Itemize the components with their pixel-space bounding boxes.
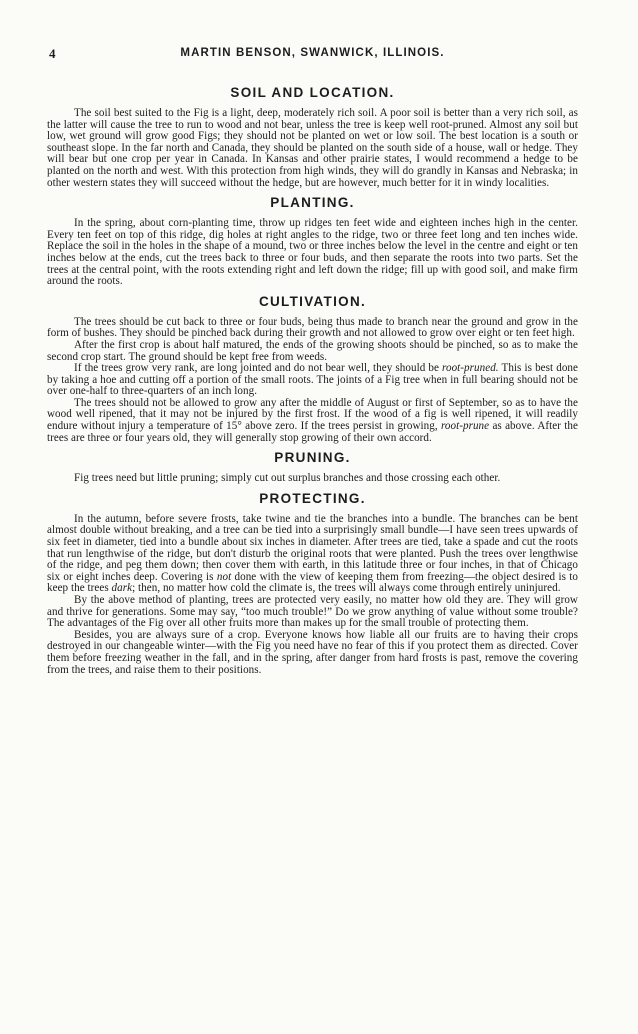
paragraph: The soil best suited to the Fig is a light, deep, moderately rich soil. A poor soil is better than a very rich soil, as the latter will cause the tree to run to wood and not bear, unless the tree is keep well root-pruned. Almost any soil but low, wet ground will grow good Figs; they should not be planted on wet or low soil. The best location is a south or southeast slope. In the far north and Canada, they should be planted on the south side of a house, wall or hedge. They will bear but one crop per year in Canada. In Kansas and other prairie states, I would recommend a hedge to be planted on the north and west. With this protection from high winds, they will do grandly in Kansas and Nebraska; in other western states they will succeed without the hedge, but are however, much better for it in windy localities. xyxy=(47,107,578,189)
text-run: In the autumn, before severe frosts, take twine and tie the branches into a bundle. The branches can be bent almost double without breaking, and a tree can be tied into a surprisingly small bundle—I have seen trees upwards of six feet in diameter, tied into a bundle about six inches in diameter. After trees are tied, take a spade and cut the roots that run lengthwise of the ridge, but don't disturb the original roots that were planted. Push the trees over lengthwise of the ridge, and peg them down; then cover them with earth, in this latitude three or four inches, in that of Chicago six or eight inches deep. Covering is xyxy=(47,512,578,583)
section-pruning xyxy=(47,449,578,485)
paragraph xyxy=(47,398,578,444)
italic-term: dark xyxy=(111,582,133,595)
text-run: as above. After the trees are three or four years old, they will generally stop growing of their own accord. xyxy=(47,420,578,444)
section-heading-cultivation: CULTIVATION. xyxy=(258,293,367,309)
page-number: 4 xyxy=(49,46,56,61)
paragraph: Besides, you are always sure of a crop. Everyone knows how liable all our fruits are to having their crops destroyed in our changeable winter—with the Fig you need have no fear of this if you protect them as directed. Cover them before freezing weather in the fall, and in the spring, after danger from hard frosts is past, remove the covering from the trees, and raise them to their positions. xyxy=(47,628,578,676)
section-heading-protecting: PROTECTING. xyxy=(259,490,366,506)
italic-term: not xyxy=(216,570,232,583)
text-run: This is best done by taking a hoe and cutting off a portion of the small roots. The joints of a Fig tree when in full bearing should not be over one-half to three-quarters of an inch long. xyxy=(47,362,578,398)
running-header xyxy=(47,46,578,62)
paragraph: Fig trees need but little pruning; simply cut out surplus branches and those crossing each other. xyxy=(74,472,501,485)
paragraph: In the spring, about corn-planting time, throw up ridges ten feet wide and eighteen inches high in the center. Every ten feet on top of this ridge, dig holes at right angles to the ridge, two or three feet long and ten inches wide. Replace the soil in the holes in the shape of a mound, two or three inches below the level in the centre and eight or ten inches below at the ends, cut the trees back to three or four buds, and then separate the roots into two parts. Set the trees at the central point, with the roots extending right and left down the ridge; fill up with good soil, and make firm around the roots. xyxy=(47,217,578,288)
text-run: If the trees grow very rank, are long jointed and do not bear well, they should be xyxy=(74,362,443,375)
text-run: done with the view of keeping them from freezing—the object desired is to keep the trees xyxy=(47,570,578,595)
italic-term: root-prune xyxy=(440,420,490,433)
paragraph: The trees should be cut back to three or four buds, being thus made to branch near the ground and grow in the form of bushes. They should be pinched back during their growth and not allowed to grow over eight or ten feet high. xyxy=(47,315,578,340)
paragraph: By the above method of planting, trees are protected very easily, no matter how old they are. They will grow and thrive for generations. Some may say, “too much trouble!” Do we grow anything of value without some trouble? The advantages of the Fig over all other fruits more than makes up for the small trouble of protecting them. xyxy=(47,594,578,630)
section-heading-planting: PLANTING. xyxy=(270,195,355,211)
section-heading-pruning: PRUNING. xyxy=(274,450,351,466)
section-planting xyxy=(47,194,578,288)
section-protecting xyxy=(47,490,578,676)
page-content xyxy=(47,84,578,676)
running-title: MARTIN BENSON, SWANWICK, ILLINOIS. xyxy=(180,47,445,59)
paragraph: After the first crop is about half matured, the ends of the growing shoots should be pinched, so as to make the second crop start. The ground should be kept free from weeds. xyxy=(47,338,578,363)
section-heading-soil: SOIL AND LOCATION. xyxy=(230,85,395,100)
section-soil-and-location xyxy=(47,84,578,189)
paragraph xyxy=(47,514,578,595)
section-cultivation xyxy=(47,293,578,445)
text-run: ; then, no matter how cold the climate is, the trees will always come through entirely uninjured. xyxy=(132,582,561,595)
paragraph xyxy=(47,363,578,398)
italic-term: root-pruned. xyxy=(442,362,499,375)
text-run: The trees should not be allowed to grow any after the middle of August or first of September, so as to have the wood well ripened, that it may not be injured by the first frost. If the wood of a fig is well ripened, it will readily endure without injury a temperature of 15° above zero. If the trees persist in growing, xyxy=(47,396,578,433)
